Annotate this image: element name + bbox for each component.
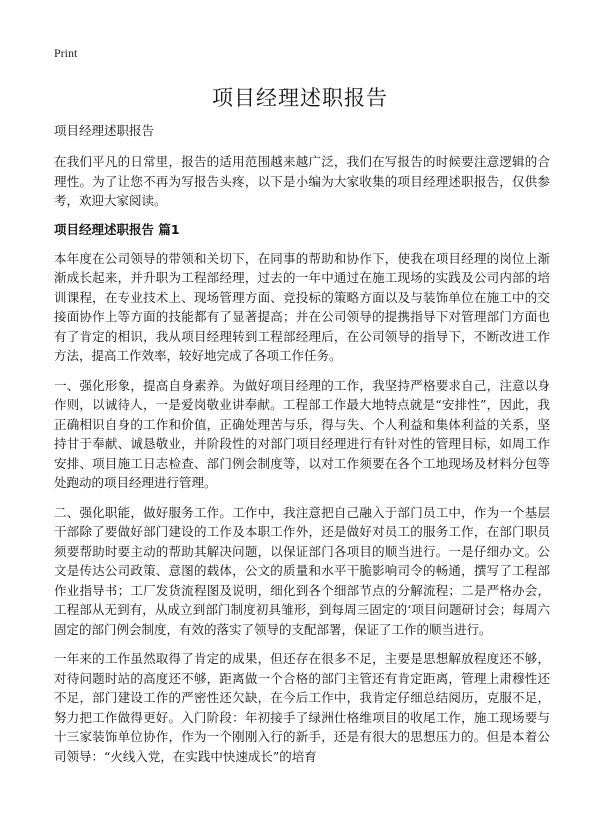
document-subtitle: 项目经理述职报告 (54, 123, 155, 138)
page-title: 项目经理述职报告 (212, 86, 388, 110)
body-paragraph-1: 本年度在公司领导的带领和关切下，在同事的帮助和协作下，使我在项目经理的岗位上渐渐成长起来，并升职为工程部经理，过去的一年中通过在施工现场的实践及公司内部的培训课程，在专业技术上、现场管理方面、竞投标的策略方面以及与装饰单位在施工中的交接面协作上等方面的技能都有了显著提高；并在公司领导的提携指导下对管理部门方面也有了肯定的相识，我从项目经理转到工程部经理后，在公司领导的指导下，不断改进工作方法，提高工作效率，较好地完成了各项工作任务。 (54, 250, 550, 363)
body-paragraph-3: 二、强化职能，做好服务工作。工作中，我注意把自己融入于部门员工中，作为一个基层干部除了要做好部门建设的工作及本职工作外，还是做好对员工的服务工作，在部门职员须要帮助时要主动的帮助其解决问题，以保证部门各项目的顺当进行。一是仔细办文。公文是传达公司政策、意图的载体，公文的质量和水平干脆影响司令的畅通，撰写了工程部作业指导书；工厂发货流程图及说明，细化到各个细部节点的分解流程；二是严格办会，工程部从无到有，从成立到部门制度初具雏形，到每周三固定的‘项目问题研讨会；每周六固定的部门例会制度，有效的落实了领导的支配部署，保证了工作的顺当进行。 (54, 504, 550, 637)
document-body (54, 122, 550, 776)
body-paragraph-4: 一年来的工作虽然取得了肯定的成果，但还存在很多不足，主要是思想解放程度还不够，对待问题时站的高度还不够，距离做一个合格的部门主管还有肯定距离，管理上肃穆性还不足，部门建设工作的严密性还欠缺，在今后工作中，我肯定仔细总结阅历，克服不足，努力把工作做得更好。入门阶段：年初接手了绿洲仕格维项目的收尾工作，施工现场要与十三家装饰单位协作，作为一个刚刚入行的新手，还是有很大的思想压力的。但是本着公司领导：“火线入党，在实践中快速成长”的培育 (54, 651, 550, 764)
body-paragraph-2: 一、强化形象，提高自身素养。为做好项目经理的工作，我坚持严格要求自己，注意以身作则，以诚待人，一是爱岗敬业讲奉献。工程部工作最大地特点就是“安排性”，因此，我正确相识自身的工作和价值，正确处理苦与乐，得与失、个人利益和集体利益的关系，坚持甘于奉献、诚恳敬业，并阶段性的对部门项目经理进行有针对性的管理目标，如周工作安排、项目施工日志检查、部门例会制度等，以对工作须要在各个工地现场及材料分包等处跑动的项目经理进行管理。 (54, 377, 550, 490)
print-label[interactable]: Print (54, 46, 78, 60)
section-heading: 项目经理述职报告 篇1 (54, 221, 180, 237)
intro-paragraph: 在我们平凡的日常里，报告的适用范围越来越广泛，我们在写报告的时候要注意逻辑的合理性。为了让您不再为写报告头疼，以下是小编为大家收集的项目经理述职报告，仅供参考，欢迎大家阅读。 (54, 154, 550, 208)
